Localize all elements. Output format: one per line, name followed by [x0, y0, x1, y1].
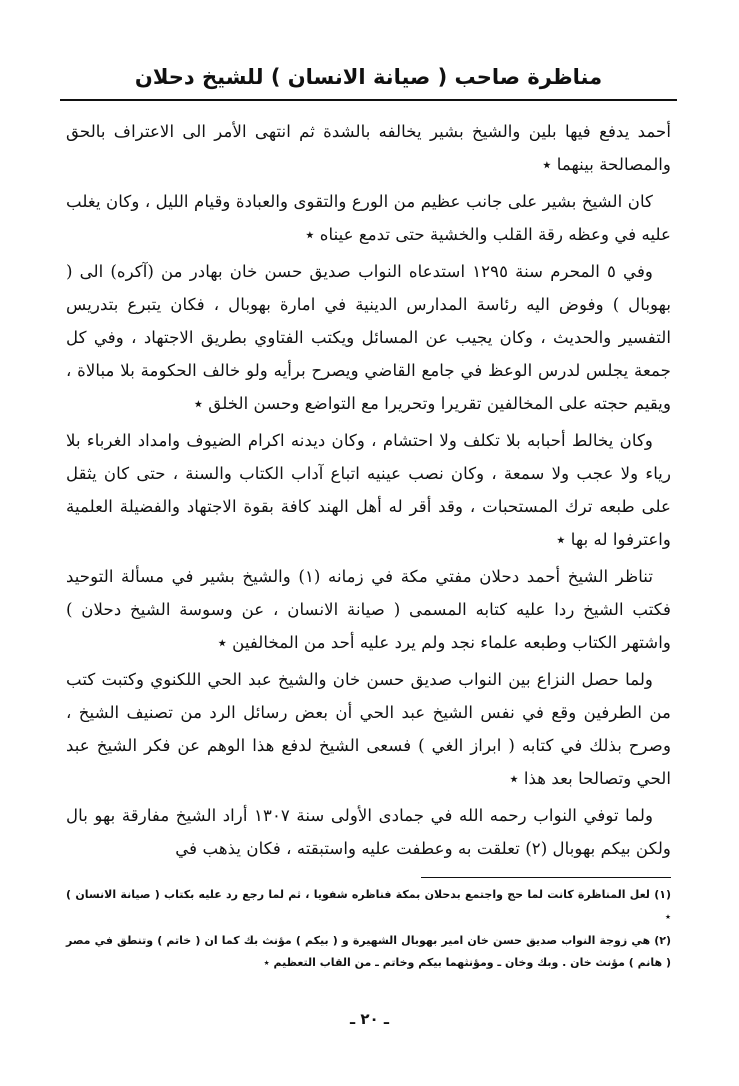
paragraph: ولما حصل النزاع بين النواب صديق حسن خان والشيخ عبد الحي اللكنوي وكتبت كتب من الطرفين وقع في نفس الشيخ عبد الحي أن بعض رسائل الرد من تصنيف الشيخ ، وصرح بذلك في كتابه ( ابراز الغي ) فسعى الشيخ لدفع هذا الوهم عن فكر الشيخ عبد الحي وتصالحا بعد هذا ٭ — [66, 669, 671, 788]
footnotes — [66, 884, 671, 974]
page-number: ـ ٢٠ ـ — [349, 1010, 390, 1028]
paragraph: أحمد يدفع فيها بلين والشيخ بشير يخالفه بالشدة ثم انتهى الأمر الى الاعتراف بالحق والمصالحة بينهما ٭ — [66, 121, 671, 174]
running-header: مناظرة صاحب ( صيانة الانسان ) للشيخ دحلان — [134, 65, 603, 89]
footnote: (١) لعل المناظرة كانت لما حج واجتمع بدحلان بمكة فناظره شفويا ، ثم لما رجع رد عليه بكتاب ( صيانة الانسان ) ٭ — [66, 888, 671, 923]
paragraph: وكان يخالط أحبابه بلا تكلف ولا احتشام ، وكان ديدنه اكرام الضيوف وامداد الغرباء بلا رياء ولا عجب ولا سمعة ، وكان نصب عينيه اتباع آداب الكتاب والسنة ، حتى كان يثقل على طبعه ترك المستحبات ، وقد أقر له أهل الهند كافة بقوة الاجتهاد والفضيلة العلمية واعترفوا له بها ٭ — [66, 430, 671, 549]
paragraph: كان الشيخ بشير على جانب عظيم من الورع والتقوى والعبادة وقيام الليل ، وكان يغلب عليه في وعظه رقة القلب والخشية حتى تدمع عيناه ٭ — [66, 191, 671, 244]
header-divider — [60, 99, 677, 101]
paragraph: وفي ٥ المحرم سنة ١٢٩٥ استدعاه النواب صديق حسن خان بهادر من (آكره) الى ( بهوبال ) وفوض اليه رئاسة المدارس الدينية في امارة بهوبال ، فكان يتبرع بتدريس التفسير والحديث ، وكان يجيب عن المسائل ويكتب الفتاوي بطريق الاجتهاد ، وفي كل جمعة يجلس لدرس الوعظ في جامع القاضي ويصرح برأيه ولو خالف الحكومة بلا مبالاة ، ويقيم حجته على المخالفين تقريرا وتحريرا مع التواضع وحسن الخلق ٭ — [66, 261, 671, 413]
paragraph: تناظر الشيخ أحمد دحلان مفتي مكة في زمانه (١) والشيخ بشير في مسألة التوحيد فكتب الشيخ ردا عليه كتابه المسمى ( صيانة الانسان ، عن وسوسة الشيخ دحلان ) واشتهر الكتاب وطبعه علماء نجد ولم يرد عليه أحد من المخالفين ٭ — [66, 566, 671, 652]
footnote-divider — [421, 877, 671, 878]
main-text — [66, 115, 671, 865]
footnote: (٢) هي زوجة النواب صديق حسن خان امير بهوبال الشهيرة و ( بيكم ) مؤنث بك كما ان ( خاتم ) وتنطق في مصر ( هانم ) مؤنث خان . وبك وخان ـ ومؤنثهما بيكم وخاتم ـ من القاب التعظيم ٭ — [66, 934, 671, 969]
paragraph: ولما توفي النواب رحمه الله في جمادى الأولى سنة ١٣٠٧ أراد الشيخ مفارقة بهو بال ولكن بيكم بهوبال (٢) تعلقت به وعطفت عليه واستبقته ، فكان يذهب في — [66, 805, 671, 858]
